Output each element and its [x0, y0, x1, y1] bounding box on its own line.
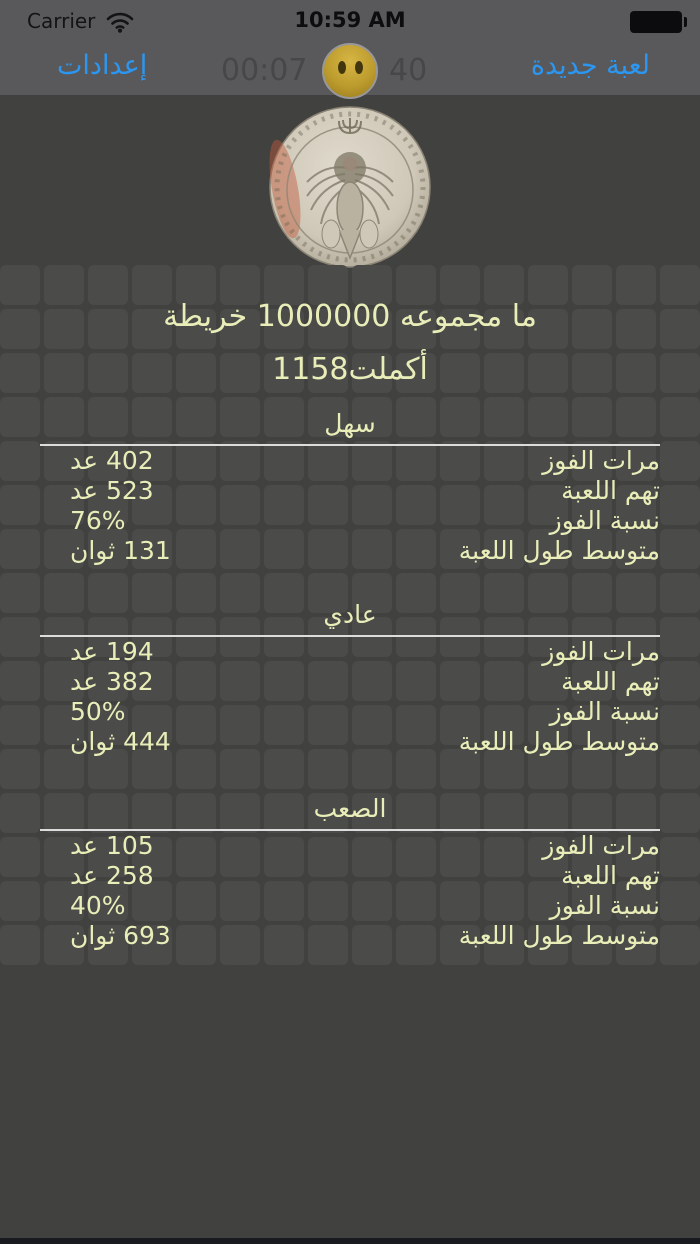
stat-value: 693 ثوان: [70, 921, 171, 950]
stat-label: متوسط طول اللعبة: [458, 536, 660, 565]
stat-value: 258 عد: [70, 861, 154, 890]
stat-label: نسبة الفوز: [549, 697, 660, 726]
stat-value: 131 ثوان: [70, 536, 171, 565]
stat-row: [0, 891, 700, 921]
smiley-face-button[interactable]: [322, 43, 378, 99]
stat-value: 76%: [70, 506, 126, 535]
stats-section-hard: [0, 795, 700, 951]
section-title: سهل: [324, 409, 376, 438]
top-bars: [0, 0, 700, 96]
stat-row: [0, 831, 700, 861]
stat-label: نسبة الفوز: [549, 506, 660, 535]
stat-value: 40%: [70, 891, 126, 920]
status-time: 10:59 AM: [294, 8, 406, 32]
summary-completed: أكملت1158: [272, 352, 428, 387]
stat-row: [0, 506, 700, 536]
stat-label: نسبة الفوز: [549, 891, 660, 920]
stat-label: متوسط طول اللعبة: [458, 727, 660, 756]
stat-value: 194 عد: [70, 637, 154, 666]
stat-label: تهم اللعبة: [561, 667, 660, 696]
stat-label: تهم اللعبة: [561, 476, 660, 505]
summary-total-maps: ما مجموعه 1000000 خريطة: [163, 299, 537, 334]
stats-section-easy: [0, 410, 700, 566]
mine-counter: 40: [389, 53, 428, 88]
ancient-coin-image: [269, 106, 431, 268]
stat-row: [0, 697, 700, 727]
game-timer: 00:07: [221, 53, 308, 88]
stat-label: متوسط طول اللعبة: [458, 921, 660, 950]
new-game-button[interactable]: لعبة جديدة: [530, 50, 650, 81]
stat-value: 523 عد: [70, 476, 154, 505]
stat-value: 444 ثوان: [70, 727, 171, 756]
stat-row: [0, 861, 700, 891]
stat-row: [0, 637, 700, 667]
stat-row: [0, 727, 700, 757]
stat-row: [0, 536, 700, 566]
stat-label: مرات الفوز: [542, 831, 660, 860]
stat-value: 402 عد: [70, 446, 154, 475]
settings-button[interactable]: إعدادات: [57, 50, 148, 81]
bottom-edge-bar: [0, 1238, 700, 1244]
stat-row: [0, 667, 700, 697]
section-title: الصعب: [313, 794, 387, 823]
stat-label: مرات الفوز: [542, 446, 660, 475]
stat-row: [0, 921, 700, 951]
stat-value: 105 عد: [70, 831, 154, 860]
stat-value: 382 عد: [70, 667, 154, 696]
smiley-eye-left: [338, 61, 346, 74]
stat-label: تهم اللعبة: [561, 861, 660, 890]
stat-row: [0, 446, 700, 476]
battery-icon: [630, 11, 682, 33]
stats-section-normal: [0, 601, 700, 757]
stat-label: مرات الفوز: [542, 637, 660, 666]
smiley-eye-right: [355, 61, 363, 74]
stat-value: 50%: [70, 697, 126, 726]
section-title: عادي: [323, 600, 377, 629]
stat-row: [0, 476, 700, 506]
carrier-label: Carrier: [27, 9, 96, 33]
